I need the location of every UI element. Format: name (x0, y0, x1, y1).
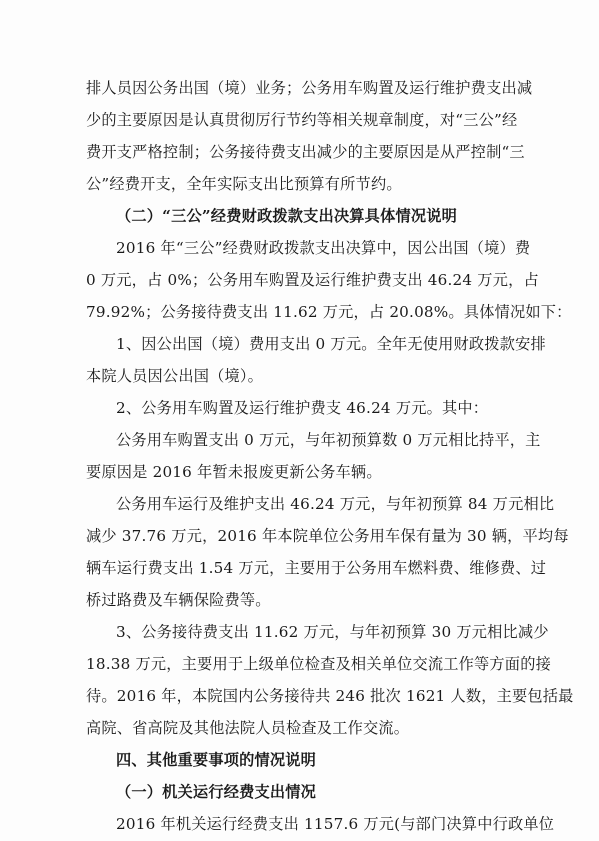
section-heading: （二）“三公”经费财政拨款支出决算具体情况说明 (116, 207, 458, 225)
text-line: 减少 37.76 万元，2016 年本院单位公务用车保有量为 30 辆，平均每 (86, 527, 569, 545)
text-line: 2016 年机关运行经费支出 1157.6 万元(与部门决算中行政单位 (116, 815, 555, 833)
text-line: 高院、省高院及其他法院人员检查及工作交流。 (86, 719, 410, 737)
text-line: 桥过路费及车辆保险费等。 (86, 591, 271, 609)
text-line: 费开支严格控制；公务接待费支出减少的主要原因是从严控制“三 (86, 143, 525, 161)
text-line: 本院人员因公出国（境）。 (86, 367, 264, 385)
text-line: 排人员因公务出国（境）业务；公务用车购置及运行维护费支出减 (86, 79, 533, 97)
text-line: 18.38 万元，主要用于上级单位检查及相关单位交流工作等方面的接 (86, 655, 551, 673)
text-line: 少的主要原因是认真贯彻厉行节约等相关规章制度，对“三公”经 (86, 111, 518, 129)
text-line: 公务用车运行及维护支出 46.24 万元，与年初预算 84 万元相比 (116, 495, 555, 513)
text-line: 79.92%；公务接待费支出 11.62 万元，占 20.08%。具体情况如下： (86, 303, 572, 321)
section-heading: （一）机关运行经费支出情况 (116, 783, 317, 801)
section-heading: 四、其他重要事项的情况说明 (116, 751, 317, 769)
text-line: 2016 年“三公”经费财政拨款支出决算中，因公出国（境）费 (116, 239, 531, 257)
text-line: 要原因是 2016 年暂未报废更新公务车辆。 (86, 463, 382, 481)
text-line: 公务用车购置支出 0 万元，与年初预算数 0 万元相比持平，主 (116, 431, 541, 449)
text-line: 2、公务用车购置及运行维护费支 46.24 万元。其中： (116, 399, 489, 417)
text-line: 待。2016 年，本院国内公务接待共 246 批次 1621 人数，主要包括最 (86, 687, 574, 705)
text-line: 辆车运行费支出 1.54 万元，主要用于公务用车燃料费、维修费、过 (86, 559, 547, 577)
text-line: 1、因公出国（境）费用支出 0 万元。全年无使用财政拨款安排 (116, 335, 546, 353)
text-line: 3、公务接待费支出 11.62 万元，与年初预算 30 万元相比减少 (116, 623, 549, 641)
text-line: 公”经费开支，全年实际支出比预算有所节约。 (86, 175, 402, 193)
text-line: 0 万元，占 0%；公务用车购置及运行维护费支出 46.24 万元，占 (86, 271, 539, 289)
